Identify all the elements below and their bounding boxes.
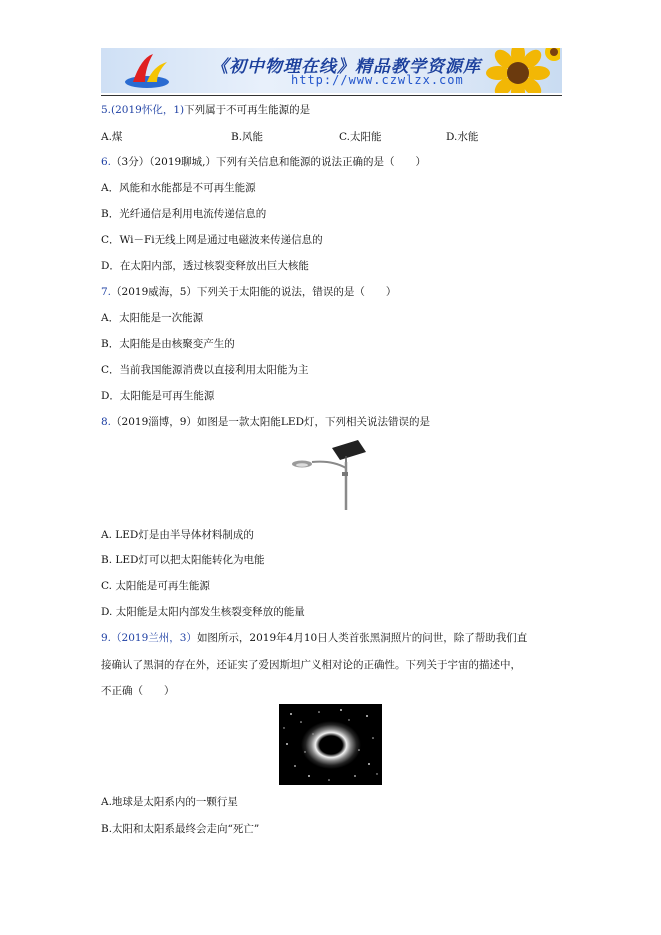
black-hole-photo <box>279 704 382 785</box>
option-8b: B. LED灯可以把太阳能转化为电能 <box>101 554 265 566</box>
header-rule <box>101 95 562 96</box>
question-6-stem: 6.（3分）（2019聊城,）下列有关信息和能源的说法正确的是（ ） <box>101 156 427 168</box>
question-5-source: (2019怀化，1) <box>111 104 185 116</box>
question-9-number: 9. <box>101 632 112 644</box>
option-5a: A.煤 <box>101 131 123 143</box>
option-9b: B.太阳和太阳系最终会走向“死亡” <box>101 823 260 835</box>
question-8-stem: 8.（2019淄博，9）如图是一款太阳能LED灯，下列相关说法错误的是 <box>101 416 430 428</box>
question-5-stem: 5.(2019怀化，1)下列属于不可再生能源的是 <box>101 104 311 116</box>
solar-led-streetlight-figure <box>288 438 368 510</box>
question-9-stem: 9.（2019兰州，3）如图所示，2019年4月10日人类首张黑洞照片的问世，除了帮助我们直 <box>101 632 528 644</box>
option-6d: D．在太阳内部，透过核裂变释放出巨大核能 <box>101 260 309 272</box>
option-8d: D. 太阳能是太阳内部发生核裂变释放的能量 <box>101 606 305 618</box>
question-5-number: 5. <box>101 104 112 116</box>
question-9-source: （2019兰州，3） <box>111 632 197 644</box>
option-5d: D.水能 <box>446 131 479 143</box>
banner-title: 《初中物理在线》精品教学资源库 <box>211 57 481 77</box>
option-5b: B.风能 <box>231 131 264 143</box>
question-8-number: 8. <box>101 416 112 428</box>
option-6a: A．风能和水能都是不可再生能源 <box>101 182 256 194</box>
option-7c: C．当前我国能源消费以直接利用太阳能为主 <box>101 364 309 376</box>
question-7-stem: 7.（2019威海，5）下列关于太阳能的说法，错误的是（ ） <box>101 286 397 298</box>
option-7d: D．太阳能是可再生能源 <box>101 390 215 402</box>
question-9-stem-line-3: 不正确（ ） <box>101 685 175 697</box>
option-9a: A.地球是太阳系内的一颗行星 <box>101 796 238 808</box>
header-banner <box>101 48 562 93</box>
sunflower-icon <box>478 48 560 93</box>
option-8c: C. 太阳能是可再生能源 <box>101 580 210 592</box>
option-8a: A. LED灯是由半导体材料制成的 <box>101 529 254 541</box>
question-9-stem-line-2: 接确认了黑洞的存在外，还证实了爱因斯坦广义相对论的正确性。下列关于宇宙的描述中， <box>101 659 521 671</box>
option-6c: C．Wi－Fi无线上网是通过电磁波来传递信息的 <box>101 234 323 246</box>
banner-url[interactable]: http://www.czwlzx.com <box>291 73 464 87</box>
option-5c: C.太阳能 <box>339 131 382 143</box>
option-7a: A．太阳能是一次能源 <box>101 312 204 324</box>
site-logo-icon <box>123 52 173 90</box>
option-6b: B．光纤通信是利用电流传递信息的 <box>101 208 267 220</box>
question-7-number: 7. <box>101 286 112 298</box>
option-7b: B．太阳能是由核聚变产生的 <box>101 338 235 350</box>
black-hole-icon <box>279 704 382 785</box>
question-6-number: 6. <box>101 156 112 168</box>
